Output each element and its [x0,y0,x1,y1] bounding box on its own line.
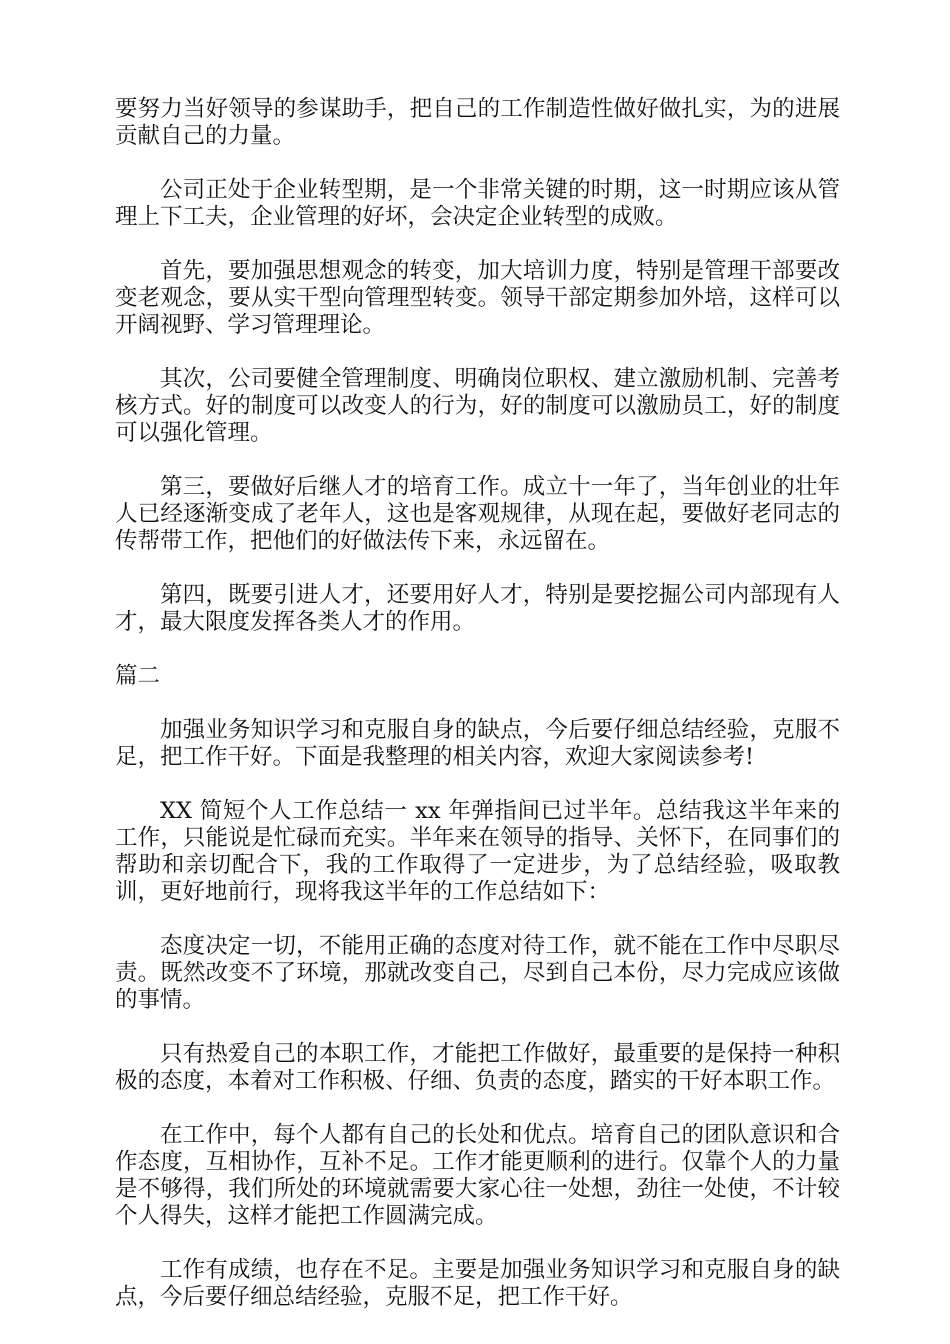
section-paragraph: 态度决定一切，不能用正确的态度对待工作，就不能在工作中尽职尽责。既然改变不了环境，那就改变自己，尽到自己本份，尽力完成应该做的事情。 [115,933,840,1013]
paragraph-third: 第三，要做好后继人才的培育工作。成立十一年了，当年创业的壮年人已经逐渐变成了老年人，这也是客观规律，从现在起，要做好老同志的传帮带工作，把他们的好做法传下来，永远留在。 [115,474,840,554]
section-paragraph: 工作有成绩，也存在不足。主要是加强业务知识学习和克服自身的缺点，今后要仔细总结经验，克服不足，把工作干好。 [115,1257,840,1310]
section-heading: 篇二 [115,663,161,689]
paragraph-fourth: 第四，既要引进人才，还要用好人才，特别是要挖掘公司内部现有人才，最大限度发挥各类人才的作用。 [115,582,840,635]
paragraph-first: 首先，要加强思想观念的转变，加大培训力度，特别是管理干部要改变老观念，要从实干型向管理型转变。领导干部定期参加外培，这样可以开阔视野、学习管理理论。 [115,258,840,338]
paragraph-intro: 要努力当好领导的参谋助手，把自己的工作制造性做好做扎实，为的进展贡献自己的力量。 [115,96,840,149]
section-paragraph: 在工作中，每个人都有自己的长处和优点。培育自己的团队意识和合作态度，互相协作，互补不足。工作才能更顺利的进行。仅靠个人的力量是不够得，我们所处的环境就需要大家心往一处想，劲往一处使，不计较个人得失，这样才能把工作圆满完成。 [115,1122,840,1229]
paragraph-transition-period: 公司正处于企业转型期，是一个非常关键的时期，这一时期应该从管理上下工夫，企业管理的好坏，会决定企业转型的成败。 [115,177,840,230]
section-paragraph: 加强业务知识学习和克服自身的缺点，今后要仔细总结经验，克服不足，把工作干好。下面是我整理的相关内容，欢迎大家阅读参考! [115,717,840,770]
section-paragraph: XX 简短个人工作总结一 xx 年弹指间已过半年。总结我这半年来的工作，只能说是忙碌而充实。半年来在领导的指导、关怀下，在同事们的帮助和亲切配合下，我的工作取得了一定进步，为了总结经验，吸取教训，更好地前行，现将我这半年的工作总结如下： [115,798,840,905]
section-paragraph: 只有热爱自己的本职工作，才能把工作做好，最重要的是保持一种积极的态度，本着对工作积极、仔细、负责的态度，踏实的干好本职工作。 [115,1041,840,1094]
paragraph-second: 其次，公司要健全管理制度、明确岗位职权、建立激励机制、完善考核方式。好的制度可以改变人的行为，好的制度可以激励员工，好的制度可以强化管理。 [115,366,840,446]
document-page [115,96,840,1338]
